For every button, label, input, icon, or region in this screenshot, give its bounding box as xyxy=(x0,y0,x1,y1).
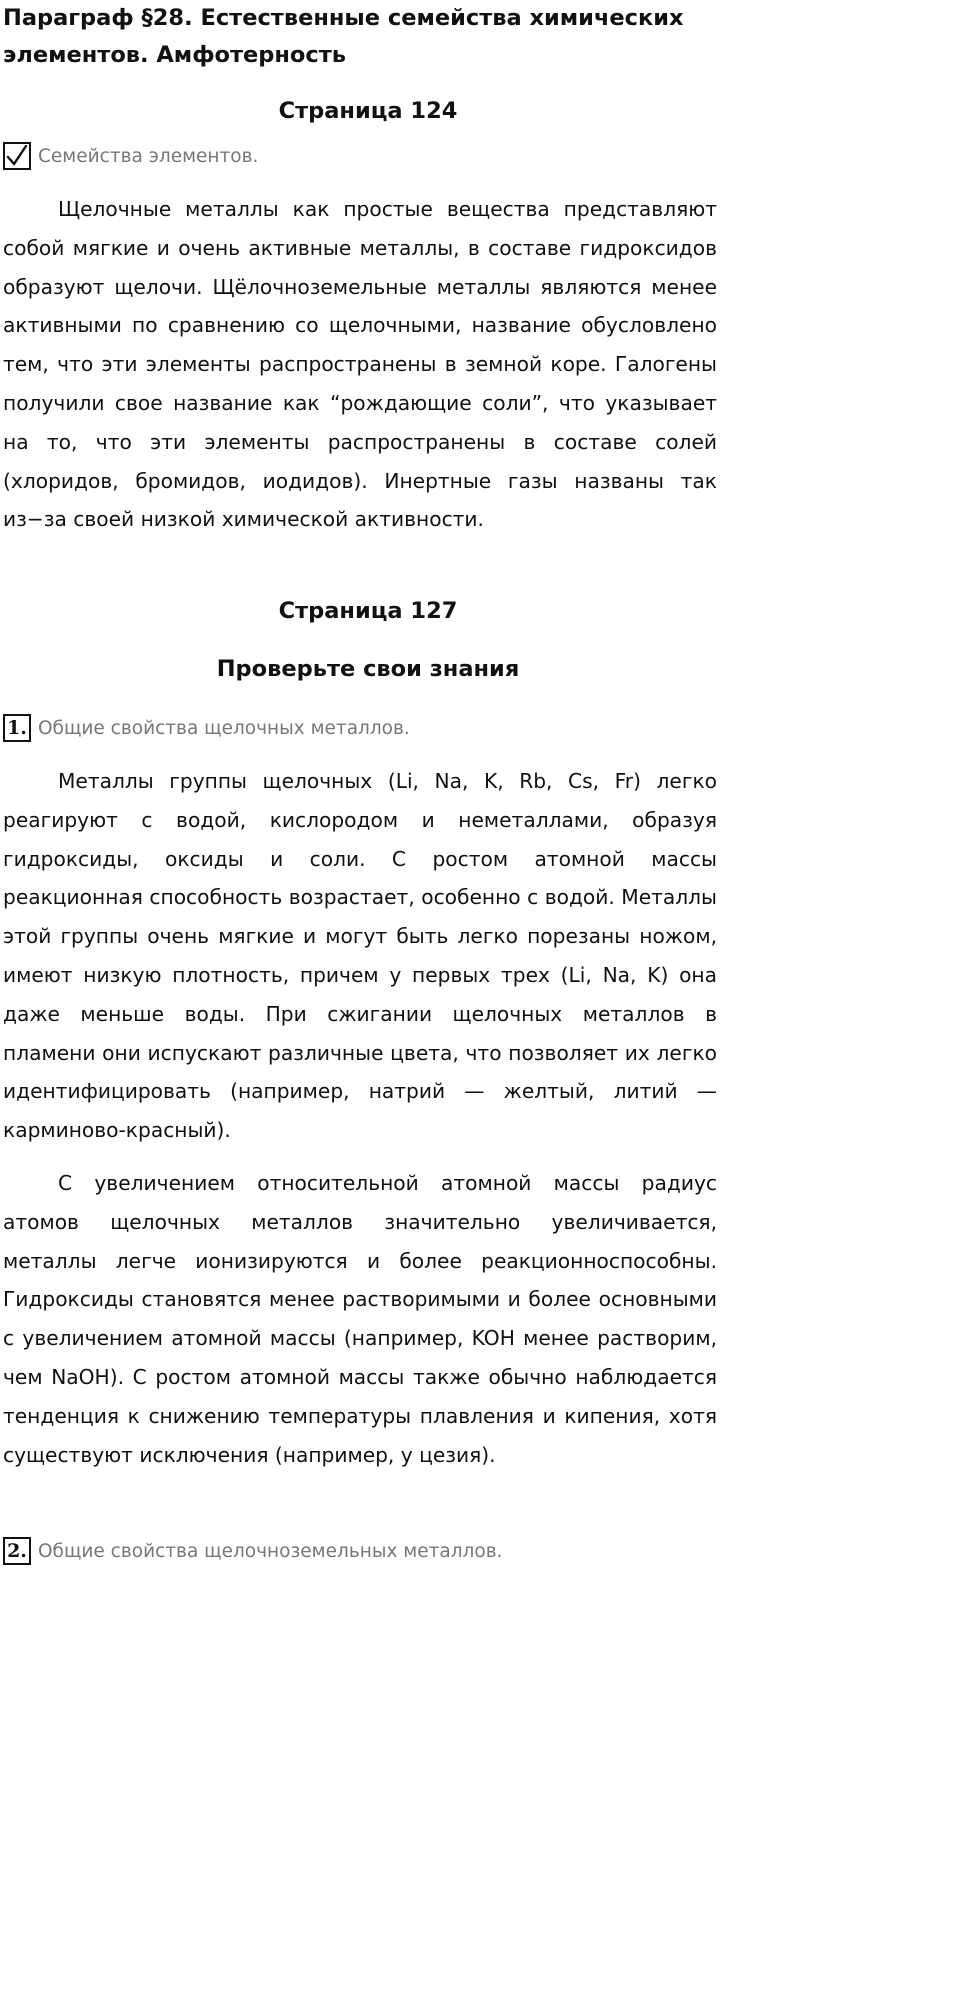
answer-paragraph-families: Щелочные металлы как простые вещества представляют собой мягкие и очень активные металлы, в составе гидроксидов образуют щелочи. Щёлочноземельные металлы являются менее активными по сравнению со щелочными, название обусловлено тем, что эти элементы распространены в земной коре. Галогены получили свое название как “рождающие соли”, что указывает на то, что эти элементы распространены в составе солей (хлоридов, бромидов, иодидов). Инертные газы названы так из−за своей низкой химической активности. xyxy=(3,197,717,532)
task-label-alkali: Общие свойства щелочных металлов. xyxy=(38,717,410,739)
checkmark-icon xyxy=(6,145,28,167)
answer-paragraph-alkali-1: Металлы группы щелочных (Li, Na, K, Rb, Cs, Fr) легко реагируют с водой, кислородом и неметаллами, образуя гидроксиды, оксиды и соли. С ростом атомной массы реакционная способность возрастает, особенно с водой. Металлы этой группы очень мягкие и могут быть легко порезаны ножом, имеют низкую плотность, причем у первых трех (Li, Na, K) она даже меньше воды. При сжигании щелочных металлов в пламени они испускают различные цвета, что позволяет их легко идентифицировать (например, натрий — желтый, литий — карминово-красный). xyxy=(3,769,717,1143)
task-row-1 xyxy=(3,713,410,743)
task-label-alkaline-earth: Общие свойства щелочноземельных металлов. xyxy=(38,1540,503,1562)
paragraph-title: Параграф §28. Естественные семейства химических элементов. Амфотерность xyxy=(3,5,684,68)
task-label-families: Семейства элементов. xyxy=(38,145,259,167)
answer-paragraph-alkali-2: С увеличением относительной атомной массы радиус атомов щелочных металлов значительно увеличивается, металлы легче ионизируются и более реакционноспособны. Гидроксиды становятся менее растворимыми и более основными с увеличением атомной массы (например, KOH менее растворим, чем NaOH). С ростом атомной массы также обычно наблюдается тенденция к снижению температуры плавления и кипения, хотя существуют исключения (например, у цезия). xyxy=(3,1171,717,1467)
checkmark-box-icon xyxy=(3,142,31,170)
task-number-box: 1. xyxy=(3,714,31,742)
page-heading-124: Страница 124 xyxy=(278,98,458,124)
task-row-checkmark xyxy=(3,141,258,171)
section-subheading: Проверьте свои знания xyxy=(216,656,520,682)
task-row-2 xyxy=(3,1536,502,1566)
page-heading-127: Страница 127 xyxy=(278,598,458,624)
task-number-box: 2. xyxy=(3,1537,31,1565)
